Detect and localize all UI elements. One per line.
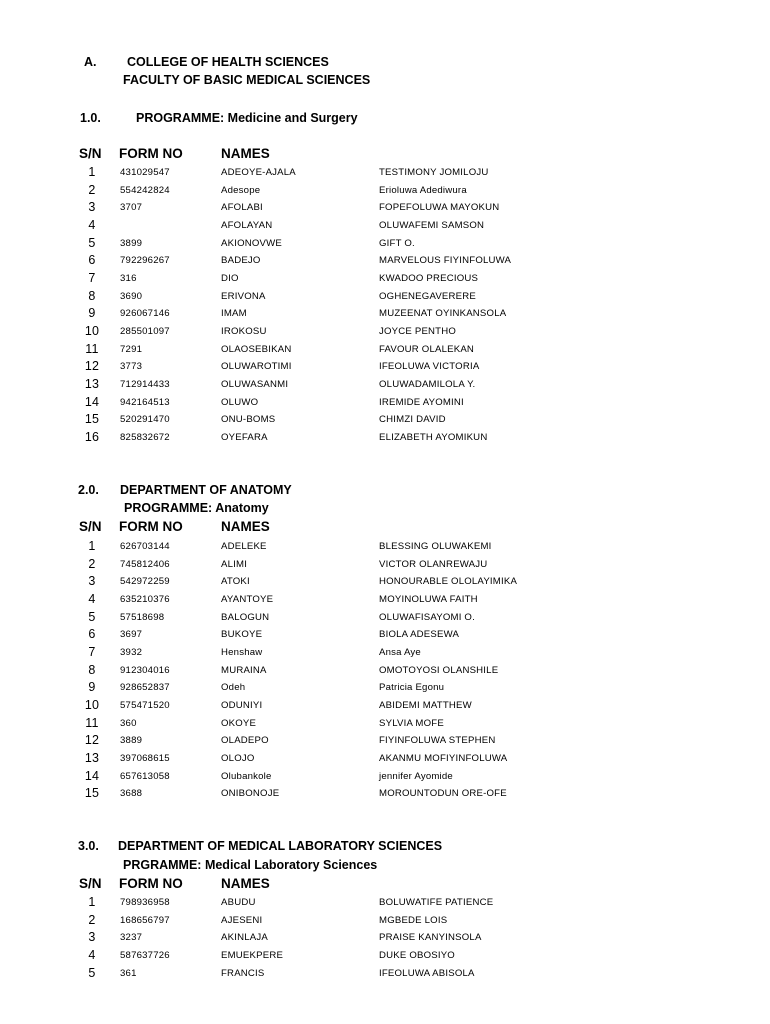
surname: FRANCIS <box>221 967 265 979</box>
other-names: OLUWAFISAYOMI O. <box>379 611 475 623</box>
section-1-number: 1.0. <box>80 111 101 125</box>
other-names: VICTOR OLANREWAJU <box>379 558 488 570</box>
list-row <box>0 167 770 184</box>
form-number: 316 <box>120 272 137 284</box>
serial-number: 16 <box>84 429 100 444</box>
list-row <box>0 217 770 237</box>
section-3-number: 3.0. <box>78 839 99 853</box>
other-names: BLESSING OLUWAKEMI <box>379 541 492 552</box>
list-row <box>0 591 770 611</box>
list-row <box>0 429 770 449</box>
list-row <box>0 912 770 932</box>
list-row <box>0 308 770 325</box>
list-row <box>0 644 770 664</box>
form-number: 635210376 <box>120 593 170 605</box>
other-names: KWADOO PRECIOUS <box>379 272 479 284</box>
list-row <box>0 609 770 629</box>
form-number: 626703144 <box>120 541 170 552</box>
surname: OLAOSEBIKAN <box>221 343 292 355</box>
serial-number: 7 <box>88 644 96 659</box>
other-names: IFEOLUWA ABISOLA <box>379 967 475 979</box>
column-header-names: NAMES <box>221 146 270 161</box>
section-1-programme: PROGRAMME: Medicine and Surgery <box>136 111 358 125</box>
other-names: HONOURABLE OLOLAYIMIKA <box>379 576 518 588</box>
surname: OLOJO <box>221 752 255 764</box>
form-number: 431029547 <box>120 167 170 178</box>
column-header-form: FORM NO <box>119 519 183 534</box>
list-row <box>0 682 770 699</box>
form-number: 3707 <box>120 202 143 214</box>
serial-number: 9 <box>88 306 96 321</box>
list-row <box>0 182 770 202</box>
surname: Adesope <box>221 184 261 196</box>
serial-number: 11 <box>85 715 99 730</box>
form-number: 798936958 <box>120 897 170 908</box>
other-names: SYLVIA MOFE <box>379 717 444 729</box>
surname: Olubankole <box>221 770 272 782</box>
serial-number: 11 <box>85 341 99 356</box>
other-names: ELIZABETH AYOMIKUN <box>379 431 488 443</box>
surname: ATOKI <box>221 576 250 588</box>
form-number: 3773 <box>120 361 143 373</box>
form-number: 542972259 <box>120 576 170 588</box>
surname: OLUWAROTIMI <box>221 361 292 373</box>
column-header-sn: S/N <box>79 876 102 891</box>
surname: EMUEKPERE <box>221 949 284 961</box>
list-row <box>0 235 770 255</box>
other-names: ABIDEMI MATTHEW <box>379 699 472 711</box>
serial-number: 4 <box>88 591 96 606</box>
surname: OLADEPO <box>221 735 269 747</box>
serial-number: 12 <box>84 733 100 748</box>
serial-number: 1 <box>88 539 96 553</box>
other-names: TESTIMONY JOMILOJU <box>379 167 489 178</box>
surname: IMAM <box>221 308 247 320</box>
list-row <box>0 750 770 770</box>
serial-number: 10 <box>84 697 100 712</box>
surname: AJESENI <box>221 914 263 926</box>
serial-number: 13 <box>84 750 100 765</box>
surname: ONU-BOMS <box>221 414 276 426</box>
list-row <box>0 394 770 414</box>
form-number: 3889 <box>120 735 143 747</box>
surname: Henshaw <box>221 646 263 658</box>
list-row <box>0 255 770 272</box>
list-row <box>0 629 770 646</box>
serial-number: 1 <box>88 165 96 179</box>
list-row <box>0 576 770 593</box>
other-names: OMOTOYOSI OLANSHILE <box>379 664 499 676</box>
list-row <box>0 202 770 219</box>
list-row <box>0 897 770 914</box>
college-letter: A. <box>84 55 97 69</box>
surname: IROKOSU <box>221 325 267 337</box>
other-names: MGBEDE LOIS <box>379 914 448 926</box>
serial-number: 2 <box>88 182 96 197</box>
surname: ADEOYE-AJALA <box>221 167 296 178</box>
serial-number: 13 <box>84 376 100 391</box>
surname: BADEJO <box>221 255 261 267</box>
form-number: 7291 <box>120 343 143 355</box>
surname: MURAINA <box>221 664 267 676</box>
form-number: 3697 <box>120 629 143 641</box>
list-row <box>0 541 770 558</box>
form-number: 397068615 <box>120 752 170 764</box>
other-names: Erioluwa Adediwura <box>379 184 467 196</box>
serial-number: 5 <box>88 609 96 624</box>
surname: ONIBONOJE <box>221 788 280 800</box>
column-header-sn: S/N <box>79 519 102 534</box>
surname: OYEFARA <box>221 431 268 443</box>
serial-number: 3 <box>88 574 96 589</box>
list-row <box>0 768 770 788</box>
list-row <box>0 376 770 396</box>
other-names: Patricia Egonu <box>379 682 445 694</box>
surname: OLUWASANMI <box>221 378 289 390</box>
section-2-number: 2.0. <box>78 483 99 497</box>
surname: AKINLAJA <box>221 932 268 944</box>
list-row <box>0 697 770 717</box>
column-header-form: FORM NO <box>119 876 183 891</box>
other-names: IREMIDE AYOMINI <box>379 396 464 408</box>
surname: Odeh <box>221 682 246 694</box>
list-row <box>0 361 770 378</box>
other-names: DUKE OBOSIYO <box>379 949 455 961</box>
surname: AFOLABI <box>221 202 263 214</box>
other-names: MUZEENAT OYINKANSOLA <box>379 308 507 320</box>
form-number: 825832672 <box>120 431 170 443</box>
section-2-department: DEPARTMENT OF ANATOMY <box>120 483 292 497</box>
form-number: 926067146 <box>120 308 170 320</box>
form-number: 554242824 <box>120 184 170 196</box>
other-names: AKANMU MOFIYINFOLUWA <box>379 752 508 764</box>
form-number: 3932 <box>120 646 143 658</box>
list-row <box>0 947 770 967</box>
serial-number: 15 <box>84 412 100 427</box>
serial-number: 3 <box>88 200 96 215</box>
other-names: CHIMZI DAVID <box>379 414 446 426</box>
other-names: MOROUNTODUN ORE-OFE <box>379 788 507 800</box>
serial-number: 15 <box>84 786 100 801</box>
other-names: OGHENEGAVERERE <box>379 290 476 302</box>
other-names: BIOLA ADESEWA <box>379 629 460 641</box>
serial-number: 9 <box>88 680 96 695</box>
serial-number: 6 <box>88 627 96 642</box>
form-number: 57518698 <box>120 611 165 623</box>
list-row <box>0 414 770 431</box>
serial-number: 1 <box>88 895 96 909</box>
other-names: BOLUWATIFE PATIENCE <box>379 897 494 908</box>
surname: OKOYE <box>221 717 257 729</box>
serial-number: 4 <box>88 217 96 232</box>
list-row <box>0 270 770 290</box>
surname: ODUNIYI <box>221 699 263 711</box>
surname: BUKOYE <box>221 629 263 641</box>
other-names: PRAISE KANYINSOLA <box>379 932 482 944</box>
list-row <box>0 735 770 752</box>
column-header-names: NAMES <box>221 876 270 891</box>
list-row <box>0 965 770 985</box>
list-row <box>0 556 770 576</box>
form-number: 360 <box>120 717 137 729</box>
other-names: MOYINOLUWA FAITH <box>379 593 478 605</box>
other-names: JOYCE PENTHO <box>379 325 457 337</box>
form-number: 285501097 <box>120 325 170 337</box>
surname: ALIMI <box>221 558 248 570</box>
column-header-names: NAMES <box>221 519 270 534</box>
surname: ABUDU <box>221 897 256 908</box>
list-row <box>0 662 770 682</box>
surname: ADELEKE <box>221 541 267 552</box>
other-names: FIYINFOLUWA STEPHEN <box>379 735 496 747</box>
form-number: 3899 <box>120 237 143 249</box>
surname: AFOLAYAN <box>221 219 273 231</box>
form-number: 928652837 <box>120 682 170 694</box>
serial-number: 8 <box>88 288 96 303</box>
other-names: FAVOUR OLALEKAN <box>379 343 475 355</box>
form-number: 712914433 <box>120 378 170 390</box>
list-row <box>0 932 770 949</box>
serial-number: 10 <box>84 323 100 338</box>
surname: AYANTOYE <box>221 593 274 605</box>
form-number: 361 <box>120 967 137 979</box>
column-header-form: FORM NO <box>119 146 183 161</box>
faculty-name: FACULTY OF BASIC MEDICAL SCIENCES <box>123 73 371 87</box>
section-2-programme: PROGRAMME: Anatomy <box>124 501 269 515</box>
serial-number: 14 <box>84 768 100 783</box>
other-names: OLUWAFEMI SAMSON <box>379 219 485 231</box>
form-number: 575471520 <box>120 699 170 711</box>
serial-number: 5 <box>88 965 96 980</box>
list-row <box>0 788 770 805</box>
list-row <box>0 323 770 343</box>
column-header-sn: S/N <box>79 146 102 161</box>
serial-number: 6 <box>88 253 96 268</box>
form-number: 3690 <box>120 290 143 302</box>
serial-number: 14 <box>84 394 100 409</box>
serial-number: 5 <box>88 235 96 250</box>
form-number: 3237 <box>120 932 143 944</box>
form-number: 587637726 <box>120 949 170 961</box>
list-row <box>0 715 770 735</box>
serial-number: 3 <box>88 930 96 945</box>
surname: ERIVONA <box>221 290 266 302</box>
list-row <box>0 288 770 308</box>
surname: OLUWO <box>221 396 259 408</box>
serial-number: 2 <box>88 556 96 571</box>
surname: AKIONOVWE <box>221 237 282 249</box>
other-names: GIFT O. <box>379 237 415 249</box>
form-number: 745812406 <box>120 558 170 570</box>
serial-number: 12 <box>84 359 100 374</box>
serial-number: 4 <box>88 947 96 962</box>
form-number: 912304016 <box>120 664 170 676</box>
serial-number: 8 <box>88 662 96 677</box>
list-row <box>0 341 770 361</box>
other-names: IFEOLUWA VICTORIA <box>379 361 480 373</box>
college-name: COLLEGE OF HEALTH SCIENCES <box>127 55 329 69</box>
other-names: OLUWADAMILOLA Y. <box>379 378 476 390</box>
form-number: 3688 <box>120 788 143 800</box>
section-3-department: DEPARTMENT OF MEDICAL LABORATORY SCIENCES <box>118 839 443 853</box>
surname: BALOGUN <box>221 611 270 623</box>
surname: DIO <box>221 272 239 284</box>
other-names: Ansa Aye <box>379 646 421 658</box>
serial-number: 7 <box>88 270 96 285</box>
form-number: 657613058 <box>120 770 170 782</box>
form-number: 942164513 <box>120 396 170 408</box>
serial-number: 2 <box>88 912 96 927</box>
other-names: jennifer Ayomide <box>379 770 453 782</box>
form-number: 168656797 <box>120 914 170 926</box>
other-names: MARVELOUS FIYINFOLUWA <box>379 255 512 267</box>
section-3-programme: PRGRAMME: Medical Laboratory Sciences <box>123 858 378 872</box>
form-number: 520291470 <box>120 414 170 426</box>
other-names: FOPEFOLUWA MAYOKUN <box>379 202 500 214</box>
form-number: 792296267 <box>120 255 170 267</box>
